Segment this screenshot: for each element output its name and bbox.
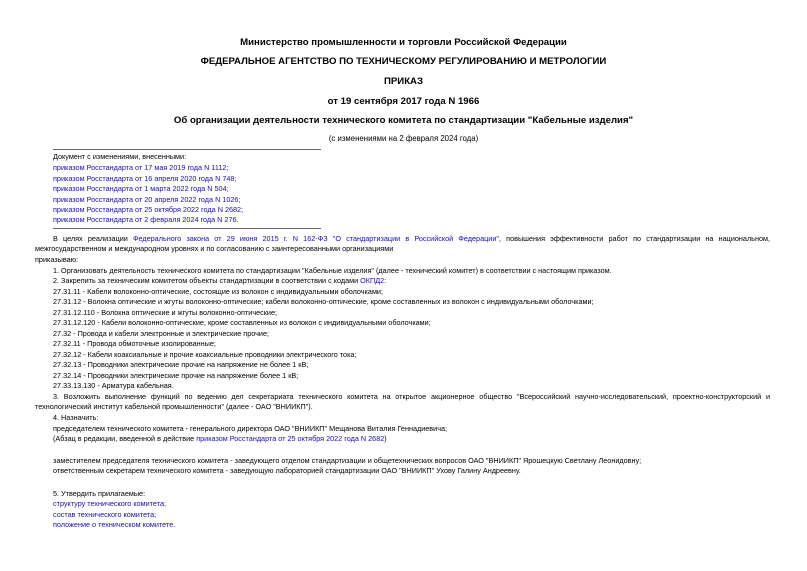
amendment-link[interactable]: приказом Росстандарта от 16 апреля 2020 года N 748; xyxy=(53,174,237,183)
chairman-appointment: председателем технического комитета - генерального директора ОАО "ВНИИКП" Мещанова Виталия Геннадиевича; xyxy=(53,424,448,433)
deputy-appointment: заместителем председателя технического комитета - заведующего отделом стандартизации и общетехнических вопросов ОАО "ВНИИКП" Ярошецкую Светлану Леонидовну; xyxy=(53,456,642,465)
attachment-link-composition[interactable]: состав технического комитета; xyxy=(53,510,157,519)
paragraph-3: 3. Возложить выполнение функций по ведению дел секретариата технического комитета на открытое акционерное общество "Всероссийский научно-исследовательский, проектно-конструкторский и технологический институт кабельной промышленности" (далее - ОАО "ВНИИКП"). xyxy=(35,392,770,412)
preamble-rest: , повышения эффективности работ по стандартизации на национальном, межгосударственном и международном уровнях и по согласованию с заинтересованными организациями xyxy=(35,234,770,254)
amendment-link[interactable]: приказом Росстандарта от 1 марта 2022 года N 504; xyxy=(53,184,229,193)
agency-name: ФЕДЕРАЛЬНОЕ АГЕНТСТВО ПО ТЕХНИЧЕСКОМУ РЕГУЛИРОВАНИЮ И МЕТРОЛОГИИ xyxy=(200,56,607,67)
ministry-name: Министерство промышленности и торговли Российской Федерации xyxy=(240,37,567,48)
document-title: Об организации деятельности технического комитета по стандартизации "Кабельные изделия" xyxy=(173,115,634,126)
paragraph-2-end: : xyxy=(384,276,387,285)
federal-law-link[interactable]: Федерального закона от 29 июня 2015 г. N 162-ФЗ "О стандартизации в Российской Федерации" xyxy=(133,234,499,243)
edition-note-link[interactable]: приказом Росстандарта от 25 октября 2022 года N 2682 xyxy=(196,434,385,443)
code-item: 27.33.13.130 - Арматура кабельная. xyxy=(53,381,174,390)
document-date-number: от 19 сентября 2017 года N 1966 xyxy=(327,96,480,107)
secretary-appointment: ответственным секретарем технического комитета - заведующую лабораторией стандартизации ОАО "ВНИИКП" Ухову Галину Андреевну. xyxy=(53,466,521,475)
code-item: 27.31.12.110 - Волокна оптические и жгуты волоконно-оптические; xyxy=(53,308,278,317)
paragraph-2 xyxy=(53,276,386,286)
divider-top xyxy=(53,149,321,150)
amendment-link[interactable]: приказом Росстандарта от 20 апреля 2022 года N 1026; xyxy=(53,195,241,204)
document-type: ПРИКАЗ xyxy=(384,76,423,87)
code-item: 27.31.12.120 - Кабели волоконно-оптические, кроме составленных из волокон с индивидуальными оболочками; xyxy=(53,318,431,327)
attachment-link-regulation[interactable]: положение о техническом комитете. xyxy=(53,520,176,529)
code-item: 27.31.11 - Кабели волоконно-оптические, состоящие из волокон с индивидуальными оболочками; xyxy=(53,287,383,296)
code-item: 27.32.13 - Проводники электрические прочие на напряжение не более 1 кВ; xyxy=(53,360,309,369)
order-word: приказываю: xyxy=(35,255,79,264)
edition-note xyxy=(53,434,387,444)
paragraph-4: 4. Назначить: xyxy=(53,413,99,422)
paragraph-5: 5. Утвердить прилагаемые: xyxy=(53,489,146,498)
amendments-intro: Документ с изменениями, внесенными: xyxy=(53,152,187,161)
revision-note: (с изменениями на 2 февраля 2024 года) xyxy=(328,134,479,143)
code-item: 27.32.11 - Провода обмоточные изолированные; xyxy=(53,339,216,348)
code-item: 27.32 - Провода и кабели электронные и электрические прочие; xyxy=(53,329,269,338)
divider-bottom xyxy=(53,228,321,229)
preamble-lead: В целях реализации xyxy=(53,234,133,243)
code-item: 27.31.12 - Волокна оптические и жгуты волоконно-оптические; кабели волоконно-оптические, кроме составленных из волокон с индивидуальными оболочками; xyxy=(53,297,594,306)
okpd2-link[interactable]: ОКПД2 xyxy=(360,276,385,285)
amendment-link[interactable]: приказом Росстандарта от 25 октября 2022 года N 2682; xyxy=(53,205,244,214)
attachment-link-structure[interactable]: структуру технического комитета; xyxy=(53,499,166,508)
code-item: 27.32.12 - Кабели коаксиальные и прочие коаксиальные проводники электрического тока; xyxy=(53,350,357,359)
amendment-link[interactable]: приказом Росстандарта от 2 февраля 2024 года N 276. xyxy=(53,215,239,224)
paragraph-1: 1. Организовать деятельность технического комитета по стандартизации "Кабельные изделия" (далее - технический комитет) в соответствии с настоящим приказом. xyxy=(53,266,612,275)
preamble xyxy=(35,234,770,255)
paragraph-2-text: 2. Закрепить за техническим комитетом объекты стандартизации в соответствии с кодами xyxy=(53,276,361,285)
edition-note-end: ) xyxy=(384,434,387,443)
edition-note-lead: (Абзац в редакции, введенной в действие xyxy=(53,434,197,443)
amendment-link[interactable]: приказом Росстандарта от 17 мая 2019 года N 1112; xyxy=(53,163,229,172)
code-item: 27.32.14 - Проводники электрические прочие на напряжение более 1 кВ; xyxy=(53,371,299,380)
